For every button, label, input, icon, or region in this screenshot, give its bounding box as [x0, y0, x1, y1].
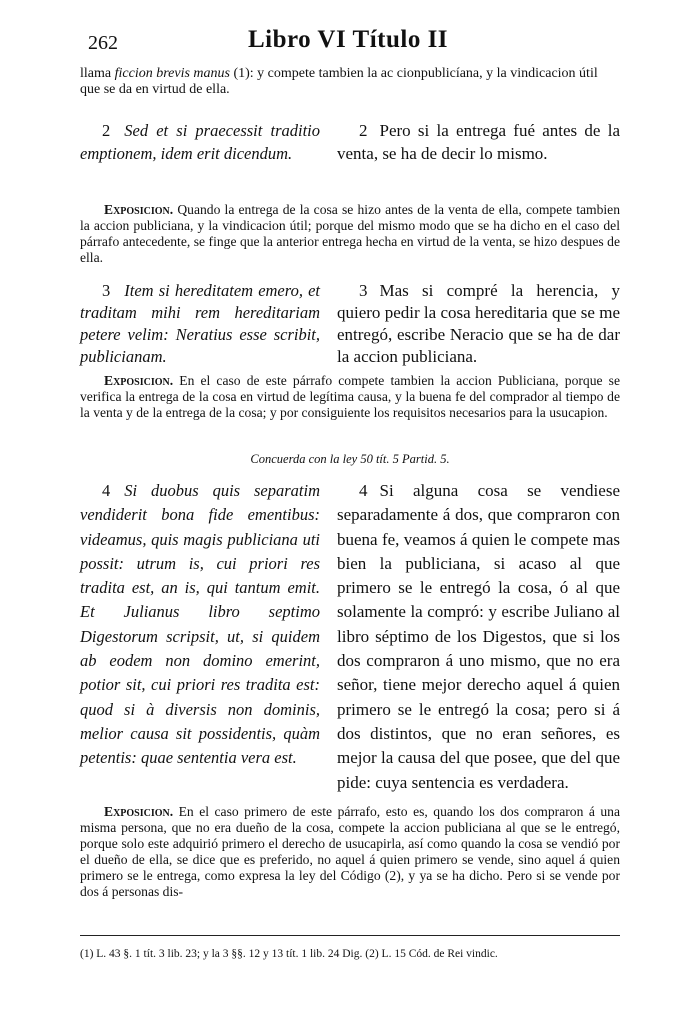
concordance-note: Concuerda con la ley 50 tít. 5 Partid. 5. [250, 452, 450, 466]
continuation-post: (1): y compete tambien la ac cionpublicíana, y la vindicacion útil que se da en virtud de ella. [80, 66, 598, 97]
footnotes: (1) L. 43 §. 1 tít. 3 lib. 23; y la 3 §§. 12 y 13 tít. 1 lib. 24 Dig. (2) L. 15 Cód. de Rei vindic. [80, 948, 498, 960]
section-number: 3 [102, 281, 111, 300]
exposicion-text: En el caso primero de este párrafo, esto es, quando los dos compraron á una misma persona, que no era dueño de la cosa, compete la accion publiciana al que se le entregó, porque solo este adquirió primero el derecho de usucapirla, así como quando la cosa se vendió por el dueño de ella, se dice que es preferido, no aquel á quien primero se vende, sino aquel á quien primero se le entrega, como expresa la ley del Código (2), y ya se ha dicho. Pero si se vende por dos á personas dis- [80, 804, 620, 899]
running-title: Libro VI Título II [247, 26, 449, 53]
section-number: 2 [102, 121, 111, 140]
section-number: 2 [359, 121, 368, 140]
section-number: 4 [359, 481, 368, 500]
latin-text [80, 479, 320, 771]
continuation-pre: llama [80, 66, 115, 81]
exposicion-label: Exposicion. [104, 373, 174, 388]
exposicion-label: Exposicion. [104, 804, 174, 819]
latin-body: Sed et si praecessit traditio emptionem, idem erit dicendum. [80, 121, 320, 163]
spanish-body: Pero si la entrega fué antes de la venta, se ha de decir lo mismo. [337, 121, 620, 163]
page-number: 262 [88, 32, 118, 54]
exposicion-3 [80, 804, 620, 900]
latin-body: Item si hereditatem emero, et traditam mihi rem hereditariam petere velim: Neratius esse scribit, publicianam. [80, 281, 320, 366]
exposicion-label: Exposicion. [104, 202, 174, 217]
spanish-text [337, 120, 620, 165]
latin-body: Si duobus quis separatim vendiderit bona fide ementibus: videamus, quis magis publiciana uti possit: utrum is, cui priori res tradita est, an is, qui tantum emit. Et Julianus libro septimo Digestorum scripsit, ut, si quidem ab eodem non domino emerint, potior sit, cui priori res tradita est: quod si à diversis non dominis, melior causa sit possidentis, quàm petentis: quae sententia vera est. [80, 481, 320, 768]
exposicion-1 [80, 202, 620, 266]
spanish-text [337, 479, 620, 795]
continuation-paragraph [80, 66, 620, 98]
exposicion-2 [80, 373, 620, 421]
footnote-divider [80, 935, 620, 936]
spanish-body: Si alguna cosa se vendiese separadamente á dos, que compraron con buena fe, veamos á quien le compete mas bien la publiciana, si acaso al que primero se le entregó la cosa, ó al que solamente la compró: y escribe Juliano al libro séptimo de los Digestos, que si los dos compraron á uno mismo, que no era señor, tiene mejor derecho aquel á quien primero se le entregó la cosa; pero si á dos distintos, que no eran señores, es mejor la causa del que posee, que del que pide: cuya sentencia es verdadera. [337, 481, 620, 792]
page-header [78, 26, 618, 58]
section-number: 3 [359, 281, 368, 300]
spanish-text [337, 280, 620, 368]
latin-text [80, 280, 320, 368]
continuation-italic: ficcion brevis manus [114, 66, 230, 81]
latin-text [80, 120, 320, 165]
section-number: 4 [102, 481, 111, 500]
exposicion-text: Quando la entrega de la cosa se hizo antes de la venta de ella, compete tambien la accion publiciana, y la vindicacion útil; porque del mismo modo que se ha dicho en el caso del párrafo antecedente, se finge que la anterior entrega hecha en virtud de la venta, se hizo despues de ella. [80, 202, 620, 265]
exposicion-text: En el caso de este párrafo compete tambien la accion Publiciana, porque se verifica la entrega de la cosa en virtud de legítima causa, y la buena fe del comprador al tiempo de la venta y de la entrega de la cosa; y por consiguiente los requisitos necesarios para la usucapion. [80, 373, 620, 420]
spanish-body: Mas si compré la herencia, y quiero pedir la cosa hereditaria que se me entregó, escribe Neracio que se ha de dar la accion publiciana. [337, 281, 620, 366]
